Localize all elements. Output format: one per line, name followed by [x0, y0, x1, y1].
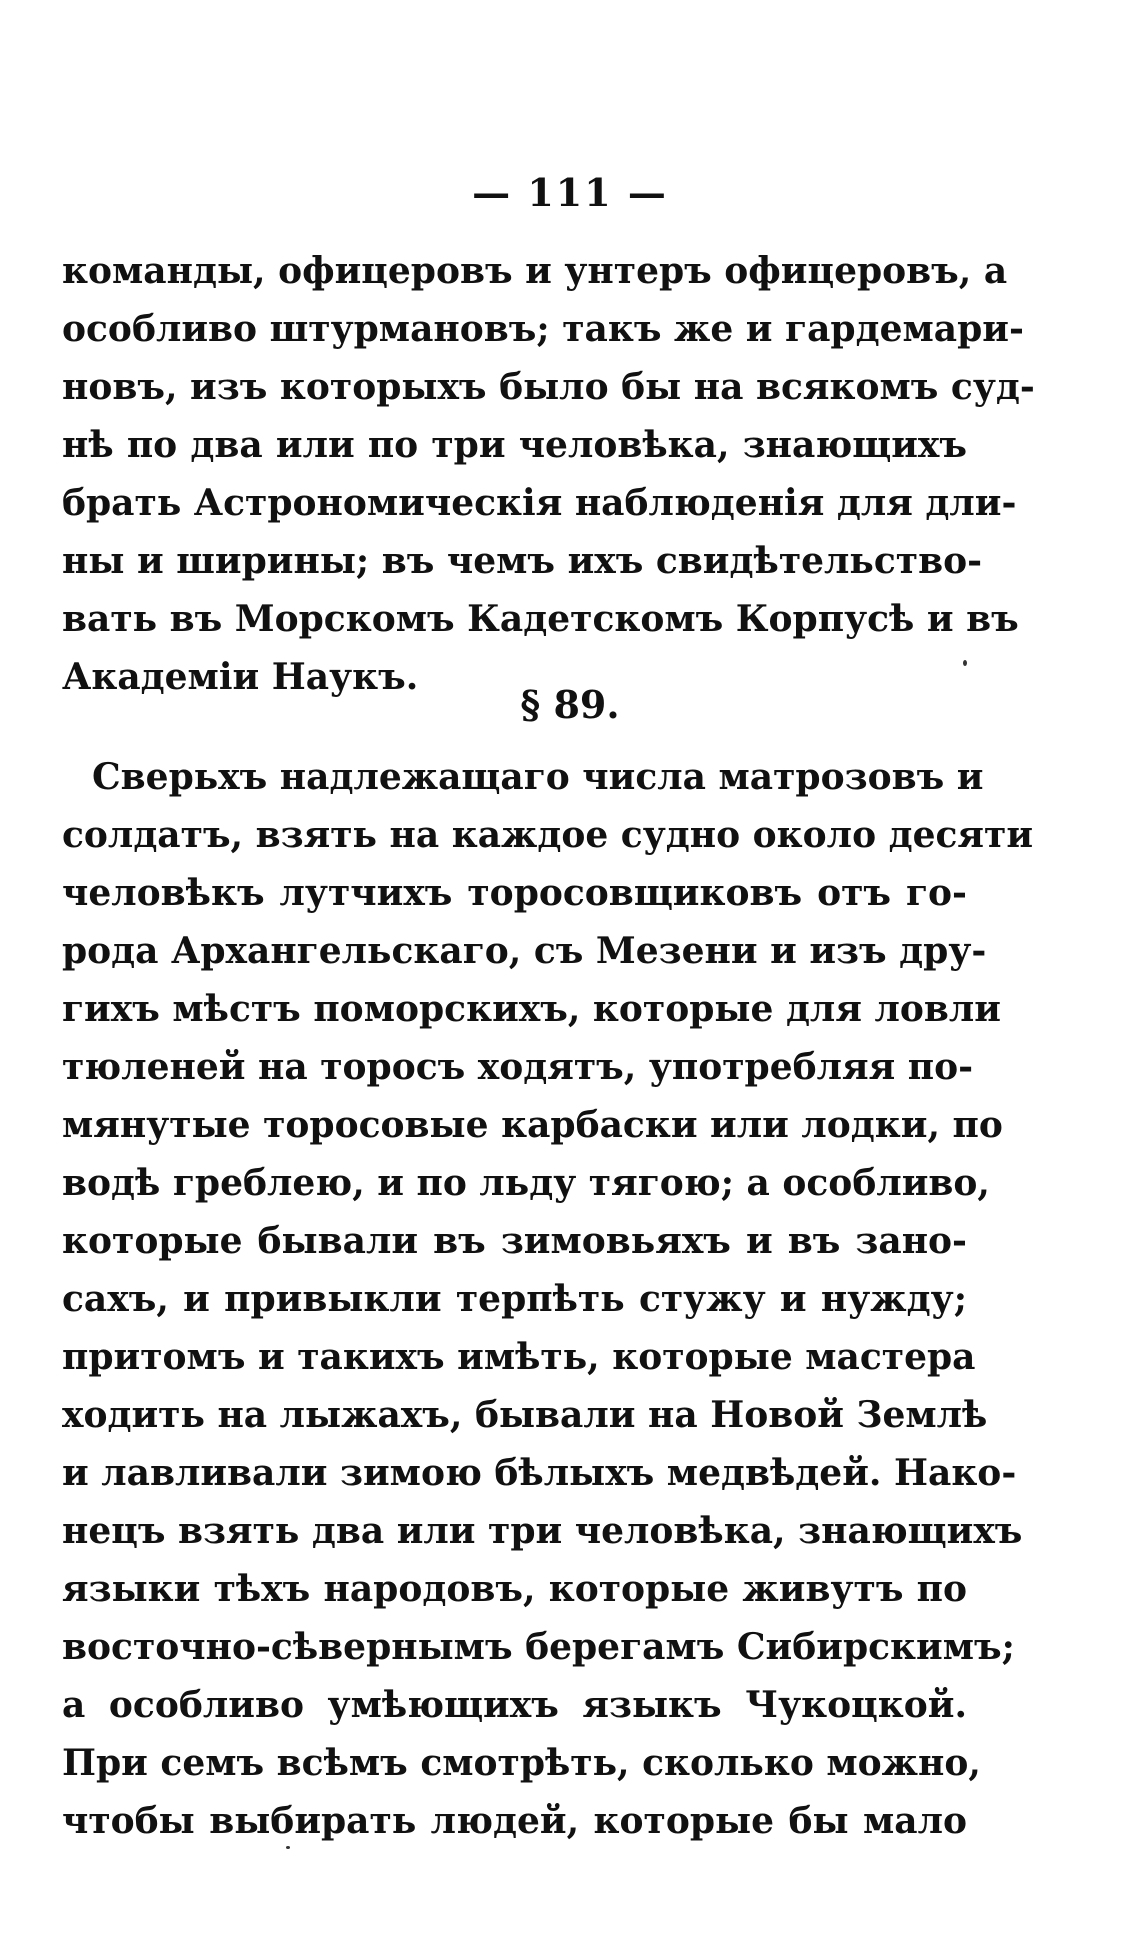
paragraph-1 [62, 242, 1035, 706]
text-line: особливо штурмановъ; такъ же и гардемари- [62, 308, 1024, 350]
text-line: водѣ греблею, и по льду тягою; а особливо, [62, 1162, 990, 1204]
text-line: гихъ мѣстъ поморскихъ, которые для ловли [62, 988, 1001, 1030]
text-line: рода Архангельскаго, съ Мезени и изъ дру- [62, 930, 987, 972]
text-line: нѣ по два или по три человѣка, знающихъ [62, 424, 967, 466]
ink-speck [963, 660, 967, 666]
text-line: чтобы выбирать людей, которые бы мало [62, 1800, 967, 1842]
text-line: новъ, изъ которыхъ было бы на всякомъ суд- [62, 366, 1035, 408]
text-line: языки тѣхъ народовъ, которые живутъ по [62, 1568, 967, 1610]
text-line: Академіи Наукъ. [62, 656, 419, 698]
ink-speck [286, 1846, 290, 1849]
text-line: притомъ и такихъ имѣть, которые мастера [62, 1336, 976, 1378]
text-line: а особливо умѣющихъ языкъ Чукоцкой. [62, 1684, 967, 1726]
text-line: При семъ всѣмъ смотрѣть, сколько можно, [62, 1742, 981, 1784]
text-line: ходить на лыжахъ, бывали на Новой Землѣ [62, 1394, 988, 1436]
text-line: команды, офицеровъ и унтеръ офицеровъ, а [62, 250, 1008, 292]
text-line: которые бывали въ зимовьяхъ и въ зано- [62, 1220, 967, 1262]
text-line: Сверьхъ надлежащаго числа матрозовъ и [92, 756, 984, 798]
text-line: сахъ, и привыкли терпѣть стужу и нужду; [62, 1278, 967, 1320]
text-line: восточно-сѣвернымъ берегамъ Сибирскимъ; [62, 1626, 1015, 1668]
text-line: вать въ Морскомъ Кадетскомъ Корпусѣ и въ [62, 598, 1019, 640]
paragraph-2 [62, 748, 1034, 1850]
text-line: человѣкъ лутчихъ торосовщиковъ отъ го- [62, 872, 967, 914]
page-number: — 111 — [472, 170, 668, 215]
text-line: тюленей на торосъ ходятъ, употребляя по- [62, 1046, 974, 1088]
text-line: брать Астрономическія наблюденія для дли- [62, 482, 1017, 524]
text-line: нецъ взять два или три человѣка, знающихъ [62, 1510, 1023, 1552]
text-line: мянутые торосовые карбаски или лодки, по [62, 1104, 1003, 1146]
text-line: солдатъ, взять на каждое судно около десяти [62, 814, 1034, 856]
text-line: ны и ширины; въ чемъ ихъ свидѣтельство- [62, 540, 983, 582]
text-line: и лавливали зимою бѣлыхъ медвѣдей. Нако- [62, 1452, 1017, 1494]
section-heading: § 89. [520, 682, 620, 727]
